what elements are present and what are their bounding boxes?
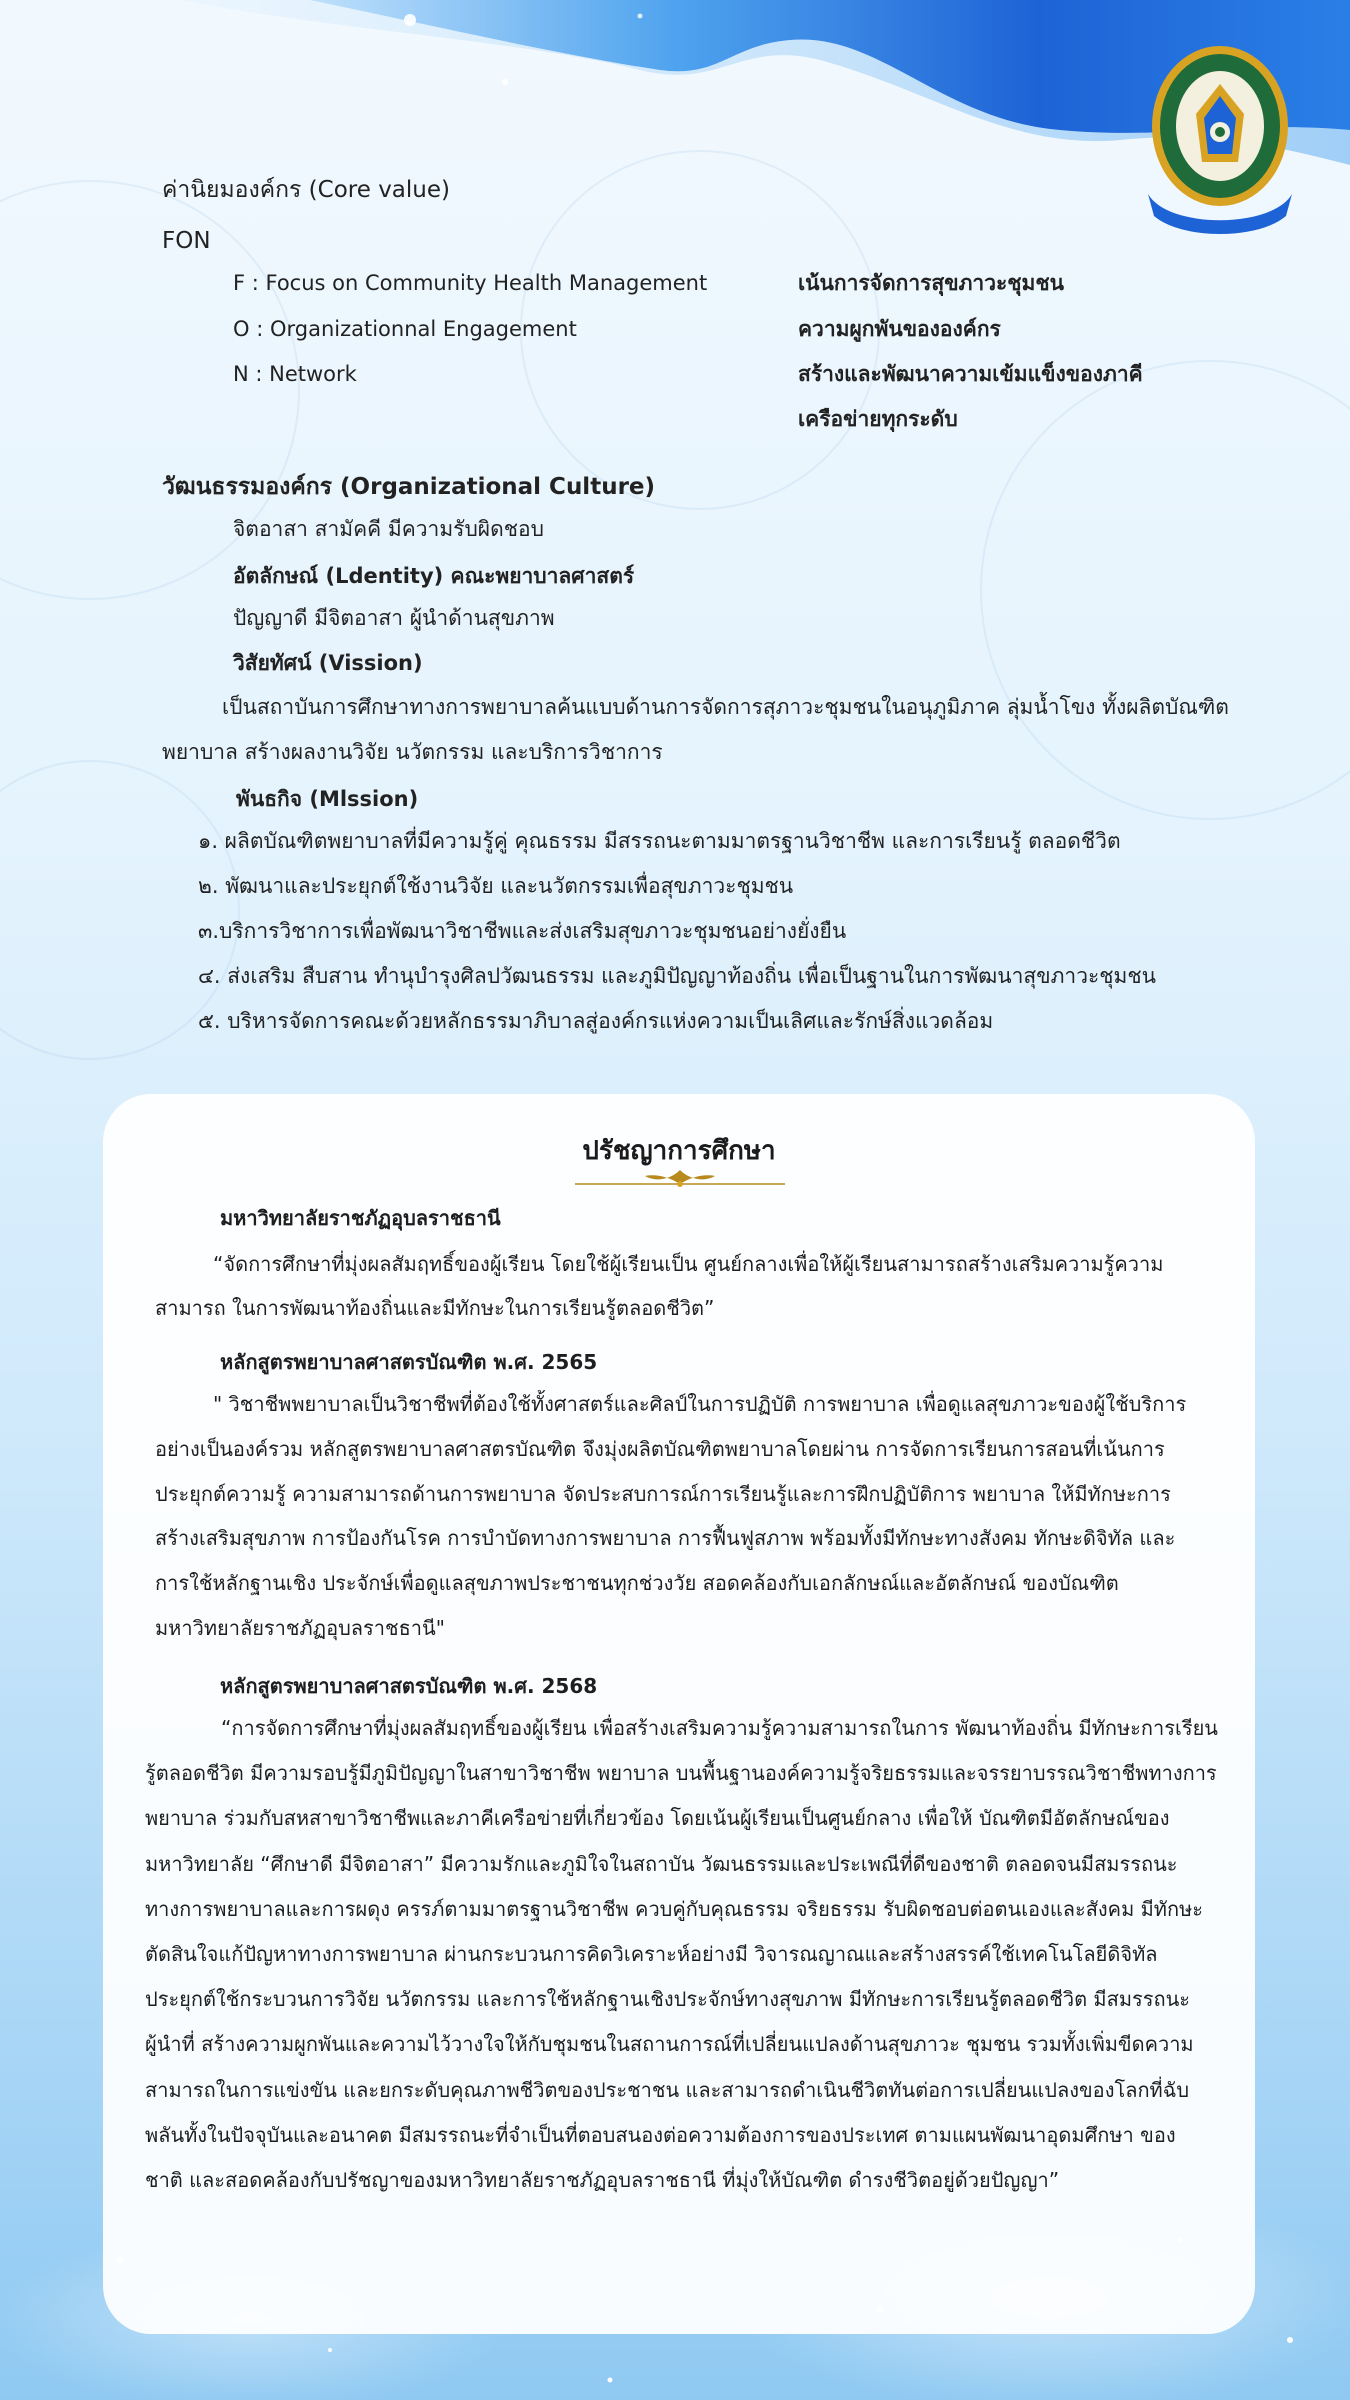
vision-title: วิสัยทัศน์ (Vission): [233, 651, 423, 675]
university-emblem-icon: [1138, 44, 1302, 240]
core-value-item-o-th: ความผูกพันขององค์กร: [798, 317, 1001, 341]
vision-line-1: เป็นสถาบันการศึกษาทางการพยาบาลค้นแบบด้านการจัดการสุภาวะชุมชนในอนุภูมิภาค ลุ่มน้ำโขง ทั้งผลิตบัณฑิต: [222, 695, 1229, 719]
mission-item: ๓.บริการวิชาการเพื่อพัฒนาวิชาชีพและส่งเสริมสุขภาวะชุมชนอย่างยั่งยืน: [198, 919, 847, 943]
philosophy-line: ผู้นำที่ สร้างความผูกพันและความไว้วางใจให้กับชุมชนในสถานการณ์ที่เปลี่ยนแปลงด้านสุขภาวะ ชุมชน รวมทั้งเพิ่มขีดความ: [145, 2032, 1194, 2057]
philosophy-line: รู้ตลอดชีวิต มีความรอบรู้มีภูมิปัญญาในสาขาวิชาชีพ พยาบาล บนพื้นฐานองค์ความรู้จริยธรรมและจรรยาบรรณวิชาชีพทางการ: [145, 1761, 1217, 1786]
philosophy-section-text: [155, 1242, 1163, 1330]
philosophy-line: มหาวิทยาลัย “ศึกษาดี มีจิตอาสา” มีความรักและภูมิใจในสถาบัน วัฒนธรรมและประเพณีที่ดีของชาติ ตลอดจนมีสมรรถนะ: [145, 1851, 1178, 1876]
philosophy-line: ชาติ และสอดคล้องกับปรัชญาของมหาวิทยาลัยราชภัฏอุบลราชธานี ที่มุ่งให้บัณฑิต ดำรงชีวิตอยู่ด้วยปัญญา”: [145, 2168, 1060, 2193]
culture-title: วัฒนธรรมองค์กร (Organizational Culture): [162, 474, 656, 500]
philosophy-line: การใช้หลักฐานเชิง ประจักษ์เพื่อดูแลสุขภาพประชาชนทุกช่วงวัย สอดคล้องกับเอกลักษณ์และอัตลักษณ์ ของบัณฑิต: [155, 1571, 1119, 1596]
core-value-item-n-en: N : Network: [233, 362, 357, 386]
philosophy-line: " วิชาชีพพยาบาลเป็นวิชาชีพที่ต้องใช้ทั้งศาสตร์และศิลป์ในการปฏิบัติ การพยาบาล เพื่อดูแลสุขภาวะของผู้ใช้บริการ: [213, 1392, 1187, 1416]
philosophy-line: สร้างเสริมสุขภาพ การป้องกันโรค การบำบัดทางการพยาบาล การฟื้นฟูสภาพ พร้อมทั้งมีทักษะทางสังคม ทักษะดิจิทัล และ: [155, 1526, 1176, 1551]
philosophy-section-text: [145, 1706, 1218, 2203]
philosophy-line: สามารถ ในการพัฒนาท้องถิ่นและมีทักษะในการเรียนรู้ตลอดชีวิต”: [155, 1296, 715, 1320]
core-value-item-n-th: สร้างและพัฒนาความเข้มแข็งของภาคี: [798, 362, 1143, 386]
core-value-item-o-en: O : Organizationnal Engagement: [233, 317, 577, 341]
core-value-item-f-th: เน้นการจัดการสุขภาวะชุมชน: [798, 271, 1064, 295]
core-value-item-n-th-line2: เครือข่ายทุกระดับ: [798, 407, 958, 431]
philosophy-card: [103, 1094, 1255, 2334]
philosophy-line: มหาวิทยาลัยราชภัฏอุบลราชธานี": [155, 1615, 445, 1640]
identity-text: ปัญญาดี มีจิตอาสา ผู้นำด้านสุขภาพ: [233, 606, 555, 630]
philosophy-line: ประยุกต์ใช้กระบวนการวิจัย นวัตกรรม และการใช้หลักฐานเชิงประจักษ์ทางสุขภาพ มีทักษะการเรียนรู้ตลอดชีวิต มีสมรรถนะ: [145, 1987, 1191, 2012]
floral-pattern-decoration: [980, 360, 1350, 820]
core-value-acronym: FON: [162, 228, 211, 254]
philosophy-line: “การจัดการศึกษาที่มุ่งผลสัมฤทธิ์ของผู้เรียน เพื่อสร้างเสริมความรู้ความสามารถในการ พัฒนาท้องถิ่น มีทักษะการเรียน: [221, 1716, 1218, 1740]
philosophy-line: พยาบาล ร่วมกับสหสาขาวิชาชีพและภาคีเครือข่ายที่เกี่ยวข้อง โดยเน้นผู้เรียนเป็นศูนย์กลาง เพื่อให้ บัณฑิตมีอัตลักษณ์ของ: [145, 1806, 1170, 1831]
vision-line-2: พยาบาล สร้างผลงานวิจัย นวัตกรรม และบริการวิชาการ: [162, 740, 663, 764]
philosophy-section-text: [155, 1382, 1186, 1651]
culture-text: จิตอาสา สามัคคี มีความรับผิดชอบ: [233, 517, 544, 541]
philosophy-line: “จัดการศึกษาที่มุ่งผลสัมฤทธิ์ของผู้เรียน โดยใช้ผู้เรียนเป็น ศูนย์กลางเพื่อให้ผู้เรียนสามารถสร้างเสริมความรู้ความ: [213, 1252, 1164, 1276]
philosophy-line: ทางการพยาบาลและการผดุง ครรภ์ตามมาตรฐานวิชาชีพ ควบคู่กับคุณธรรม จริยธรรม รับผิดชอบต่อตนเองและสังคม มีทักษะ: [145, 1896, 1204, 1921]
philosophy-line: ตัดสินใจแก้ปัญหาทางการพยาบาล ผ่านกระบวนการคิดวิเคราะห์อย่างมี วิจารณญาณและสร้างสรรค์ใช้เทคโนโลยีดิจิทัล: [145, 1942, 1158, 1967]
philosophy-line: อย่างเป็นองค์รวม หลักสูตรพยาบาลศาสตรบัณฑิต จึงมุ่งผลิตบัณฑิตพยาบาลโดยผ่าน การจัดการเรียนการสอนที่เน้นการ: [155, 1436, 1165, 1461]
mission-item: ๕. บริหารจัดการคณะด้วยหลักธรรมาภิบาลสู่องค์กรแห่งความเป็นเลิศและรักษ์สิ่งแวดล้อม: [198, 1009, 994, 1033]
core-value-item-f-en: F : Focus on Community Health Management: [233, 271, 708, 295]
philosophy-title: ปรัชญาการศึกษา: [582, 1136, 776, 1166]
mission-title: พันธกิจ (Mlssion): [236, 787, 419, 811]
philosophy-line: สามารถในการแข่งขัน และยกระดับคุณภาพชีวิตของประชาชน และสามารถดำเนินชีวิตทันต่อการเปลี่ยนแปลงของโลกที่ฉับ: [145, 2077, 1190, 2102]
gold-flourish-divider-icon: [575, 1164, 785, 1190]
mission-item: ๒. พัฒนาและประยุกต์ใช้งานวิจัย และนวัตกรรมเพื่อสุขภาวะชุมชน: [198, 874, 794, 898]
mission-item: ๔. ส่งเสริม สืบสาน ทำนุบำรุงศิลปวัฒนธรรม และภูมิปัญญาท้องถิ่น เพื่อเป็นฐานในการพัฒนาสุขภาวะชุมชน: [198, 964, 1156, 988]
mission-item: ๑. ผลิตบัณฑิตพยาบาลที่มีความรู้คู่ คุณธรรม มีสรรถนะตามมาตรฐานวิชาชีพ และการเรียนรู้ ตลอดชีวิต: [198, 829, 1121, 853]
philosophy-line: ประยุกต์ความรู้ ความสามารถด้านการพยาบาล จัดประสบการณ์การเรียนรู้และการฝึกปฏิบัติการ พยาบาล ให้มีทักษะการ: [155, 1481, 1171, 1506]
philosophy-section-heading: มหาวิทยาลัยราชภัฏอุบลราชธานี: [220, 1206, 501, 1230]
philosophy-section-heading: หลักสูตรพยาบาลศาสตรบัณฑิต พ.ศ. 2568: [220, 1674, 598, 1698]
philosophy-section-heading: หลักสูตรพยาบาลศาสตรบัณฑิต พ.ศ. 2565: [220, 1350, 598, 1374]
identity-title: อัตลักษณ์ (Ldentity) คณะพยาบาลศาสตร์: [233, 564, 635, 588]
philosophy-line: พลันทั้งในปัจจุบันและอนาคต มีสมรรถนะที่จำเป็นที่ตอบสนองต่อความต้องการของประเทศ ตามแผนพัฒนาอุดมศึกษา ของ: [145, 2122, 1176, 2147]
core-value-title: ค่านิยมองค์กร (Core value): [162, 177, 450, 203]
